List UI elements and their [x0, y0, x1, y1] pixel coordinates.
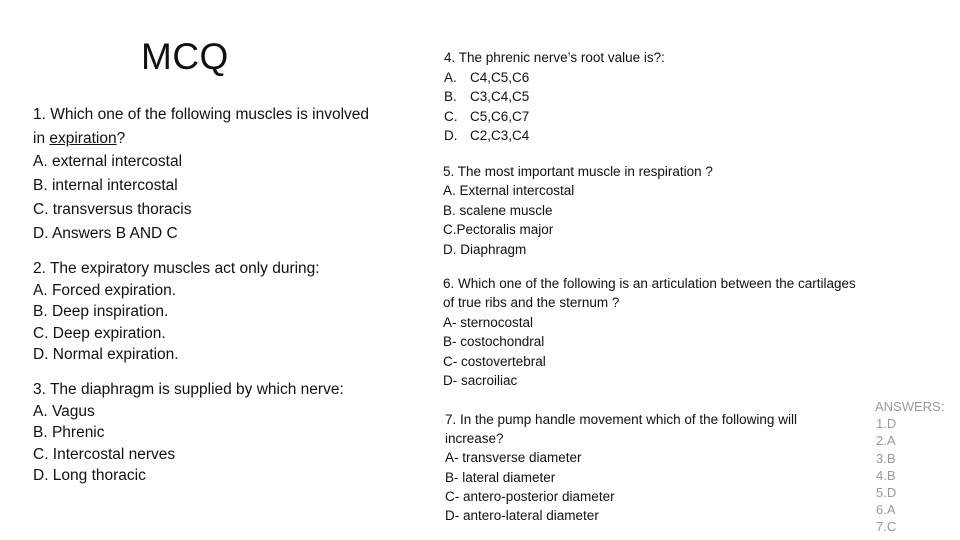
option: A. Vagus: [33, 402, 95, 420]
option: C.Pectoralis major: [443, 222, 554, 238]
answer-item: 4.B: [876, 467, 896, 483]
option: B. Phrenic: [33, 424, 105, 442]
option: C. Deep expiration.: [33, 324, 166, 342]
answer-item: 5.D: [876, 485, 897, 501]
answer-item: 2.A: [876, 433, 896, 449]
question-3: [33, 379, 344, 487]
option: B- lateral diameter: [445, 469, 556, 485]
question-4: [444, 48, 665, 146]
question-text: 3. The diaphragm is supplied by which nerve:: [33, 381, 344, 398]
option: D. Answers B AND C: [33, 224, 178, 242]
option: C- costovertebral: [443, 353, 546, 369]
option: D. Long thoracic: [33, 467, 146, 485]
question-text: 7. In the pump handle movement which of the following will: [445, 412, 797, 427]
question-text: increase?: [445, 431, 504, 447]
question-6: [443, 274, 856, 390]
question-text: of true ribs and the sternum ?: [443, 295, 620, 311]
question-text: 2. The expiratory muscles act only during:: [33, 260, 320, 277]
answer-item: 1.D: [876, 416, 897, 432]
option: A. C4,C5,C6: [444, 69, 530, 85]
option: D. C2,C3,C4: [444, 128, 530, 144]
option: A. External intercostal: [443, 183, 575, 199]
option: C- antero-posterior diameter: [445, 488, 615, 504]
option: D- sacroiliac: [443, 373, 518, 389]
answer-item: 6.A: [876, 502, 896, 518]
option: A. Forced expiration.: [33, 281, 177, 299]
question-2: [33, 258, 320, 366]
option: B- costochondral: [443, 334, 545, 350]
question-text: in expiration?: [33, 129, 126, 147]
option: B. internal intercostal: [33, 177, 178, 195]
page-title: MCQ: [141, 36, 229, 77]
question-5: [443, 162, 713, 259]
question-text: 6. Which one of the following is an articulation between the cartilages: [443, 276, 856, 291]
answer-heading: ANSWERS:: [875, 399, 945, 414]
option: D. Normal expiration.: [33, 346, 179, 364]
option: C. transversus thoracis: [33, 200, 192, 218]
option: D- antero-lateral diameter: [445, 508, 599, 524]
option: B. scalene muscle: [443, 202, 553, 218]
question-text: 1. Which one of the following muscles is involved: [33, 106, 369, 123]
option: A- transverse diameter: [445, 450, 582, 466]
option: A- sternocostal: [443, 314, 534, 330]
option: B. Deep inspiration.: [33, 303, 169, 321]
question-text: 5. The most important muscle in respiration ?: [443, 164, 713, 179]
option: D. Diaphragm: [443, 241, 527, 257]
question-7: [445, 410, 797, 525]
expiration-term: expiration: [49, 129, 117, 147]
option: A. external intercostal: [33, 153, 183, 171]
question-1: [33, 103, 369, 245]
answer-item: 7.C: [876, 519, 897, 535]
option: C. C5,C6,C7: [444, 108, 530, 124]
answer-item: 3.B: [876, 450, 896, 466]
answer-key: [875, 398, 944, 536]
question-text: 4. The phrenic nerve’s root value is?:: [444, 50, 665, 65]
option: B. C3,C4,C5: [444, 89, 530, 105]
option: C. Intercostal nerves: [33, 445, 176, 463]
